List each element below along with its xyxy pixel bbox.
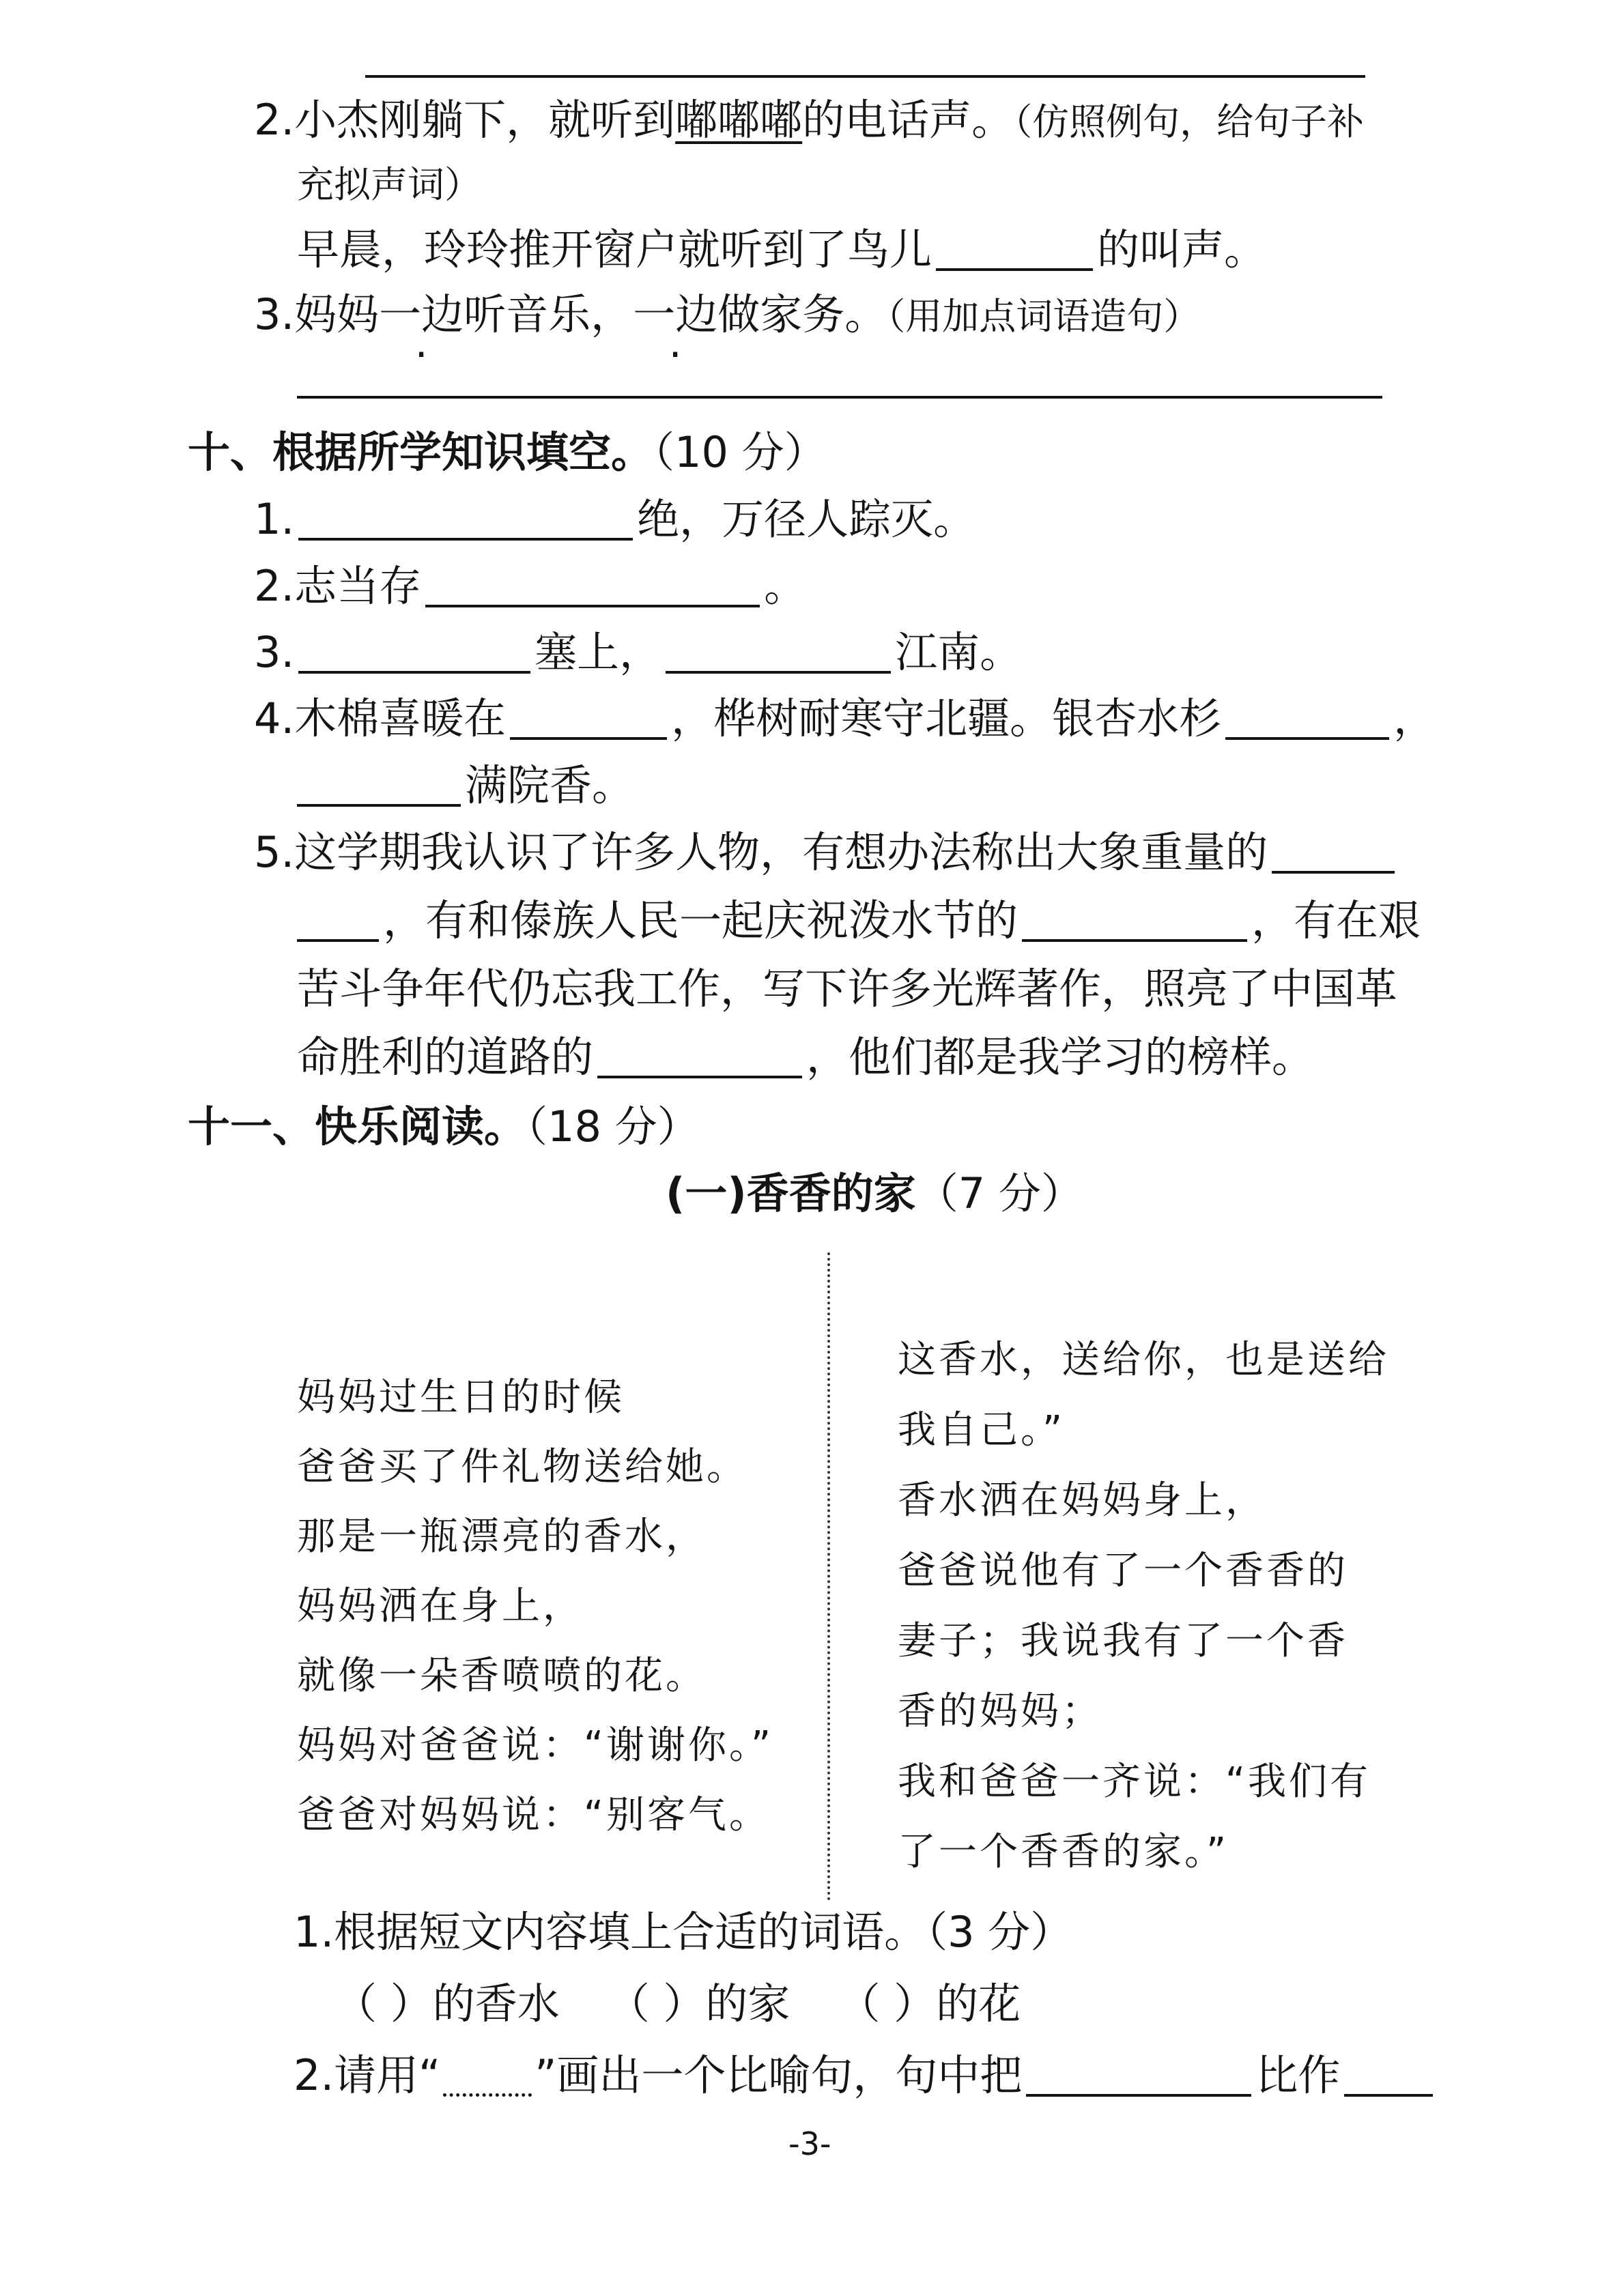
poem-line: 妈妈洒在身上， <box>297 1584 584 1628</box>
section-title: 十一、快乐阅读。 <box>188 1102 527 1151</box>
item-text: ，有在艰 <box>1251 895 1421 945</box>
item-text: ， <box>1393 693 1436 743</box>
answer-blank[interactable] <box>298 498 633 541</box>
dotted-word: 一边 <box>633 289 718 339</box>
item-text: 命胜利的道路的 <box>297 1032 594 1082</box>
page-number: -3- <box>788 2125 831 2162</box>
poem-line: 妈妈过生日的时候 <box>297 1375 625 1420</box>
poem-line: 香水洒在妈妈身上， <box>898 1478 1266 1523</box>
answer-blank[interactable] <box>1272 831 1395 874</box>
answer-blank[interactable] <box>1026 2054 1251 2097</box>
s11-q2 <box>294 2050 1437 2100</box>
s10-item3 <box>254 627 1023 677</box>
s10-item4-line2 <box>297 760 635 810</box>
answer-blank[interactable] <box>666 631 891 674</box>
poem-line: 爸爸说他有了一个香香的 <box>898 1549 1348 1593</box>
q9-item3 <box>254 289 1201 339</box>
item-text: 江南。 <box>895 627 1023 677</box>
q9-item2-instruction-cont: 充拟声词） <box>297 163 481 206</box>
q9-item3-text: 听音乐， <box>464 289 633 339</box>
poem-line: 香的妈妈； <box>898 1689 1102 1734</box>
answer-blank[interactable] <box>1344 2054 1433 2097</box>
poem-line: 这香水，送给你，也是送给 <box>898 1338 1389 1382</box>
s10-item1 <box>254 494 976 544</box>
answer-blank[interactable] <box>510 698 667 740</box>
dotted-word: 一边 <box>379 289 464 339</box>
item-text: 塞上， <box>535 627 662 677</box>
q9-item2-example <box>297 225 1267 274</box>
poem-line: 就像一朵香喷喷的花。 <box>297 1654 707 1698</box>
passage-title-text: (一)香香的家 <box>666 1168 916 1218</box>
poem-line: 爸爸对妈妈说：“别客气。 <box>297 1793 771 1837</box>
s11-q1: 1.根据短文内容填上合适的词语。（3 分） <box>294 1907 1073 1957</box>
poem-line: 那是一瓶漂亮的香水， <box>297 1515 707 1559</box>
answer-blank[interactable] <box>297 900 379 942</box>
q9-item2-instruction: （仿照例句，给句子补 <box>1014 100 1365 143</box>
passage-score: （7 分） <box>915 1168 1083 1218</box>
poem-line: 了一个香香的家。” <box>898 1830 1229 1874</box>
item-text: ”画出一个比喻句，句中把 <box>535 2050 1023 2100</box>
item-text: ，桦树耐寒守北疆。银杏水杉 <box>671 693 1222 743</box>
s11-q1-blanks <box>334 1979 1021 2028</box>
section-score: （18 分） <box>526 1102 700 1151</box>
passage-title <box>666 1168 1083 1218</box>
item-text: 满院香。 <box>465 760 635 810</box>
answer-blank[interactable] <box>425 565 760 607</box>
section-11-title <box>188 1102 700 1151</box>
q9-item2-onomatopoeia: 嘟嘟嘟 <box>675 95 803 145</box>
s10-item5-line3: 苦斗争年代仍忘我工作，写下许多光辉著作，照亮了中国革 <box>297 964 1398 1014</box>
item-number: 1. <box>254 494 295 544</box>
item-text: 4.木棉喜暖在 <box>254 693 507 743</box>
item-text: 。 <box>764 561 807 611</box>
answer-paren[interactable]: （ ）的家 <box>607 1979 790 2028</box>
q9-item2-example-pre: 早晨，玲玲推开窗户就听到了鸟儿 <box>297 225 932 274</box>
s10-item5-line1 <box>254 827 1399 877</box>
s10-item2 <box>254 561 807 611</box>
column-divider <box>827 1252 830 1901</box>
poem-line: 我和爸爸一齐说：“我们有 <box>898 1760 1371 1804</box>
poem-line: 妻子；我说我有了一个香 <box>898 1619 1348 1663</box>
q9-item2-example-post: 的叫声。 <box>1097 225 1267 274</box>
answer-blank[interactable] <box>1022 900 1247 942</box>
answer-blank[interactable] <box>936 229 1093 271</box>
q9-item3-instruction: （用加点词语造句） <box>887 295 1201 338</box>
poem-line: 妈妈对爸爸说：“谢谢你。” <box>297 1723 774 1768</box>
item-text: 5.这学期我认识了许多人物，有想办法称出大象重量的 <box>254 827 1268 877</box>
section-title: 十、根据所学知识填空。 <box>188 427 654 477</box>
answer-line[interactable] <box>297 396 1382 399</box>
q9-item3-text: 做家务。 <box>717 289 887 339</box>
section-10-title <box>188 427 827 477</box>
poem-line: 爸爸买了件礼物送给她。 <box>297 1445 747 1489</box>
item-text: ，他们都是我学习的榜样。 <box>806 1032 1315 1082</box>
item-text: ，有和傣族人民一起庆祝泼水节的 <box>383 895 1018 945</box>
answer-blank[interactable] <box>597 1036 802 1078</box>
s10-item4-line1 <box>254 693 1436 743</box>
q9-item2-pre: 2.小杰刚躺下，就听到 <box>254 95 676 145</box>
answer-blank[interactable] <box>297 764 461 807</box>
item-text: 2.志当存 <box>254 561 422 611</box>
wavy-line-icon <box>443 2080 532 2097</box>
s10-item5-line2 <box>297 895 1421 945</box>
s10-item5-line4 <box>297 1032 1315 1082</box>
item-number: 3. <box>254 627 295 677</box>
section-score: （10 分） <box>653 427 827 477</box>
answer-blank[interactable] <box>298 631 530 674</box>
poem-line: 我自己。” <box>898 1408 1066 1452</box>
answer-paren[interactable]: （ ）的花 <box>838 1979 1021 2028</box>
q9-item2-post: 的电话声。 <box>802 95 1014 145</box>
item-text: 2.请用“ <box>294 2050 441 2100</box>
q9-item3-text: 3.妈妈 <box>254 289 380 339</box>
answer-paren[interactable]: （ ）的香水 <box>334 1979 560 2028</box>
item-text: 比作 <box>1255 2050 1341 2100</box>
item-text: 绝，万径人踪灭。 <box>637 494 976 544</box>
q9-item2-line1 <box>254 95 1365 145</box>
answer-line <box>365 75 1365 78</box>
answer-blank[interactable] <box>1225 698 1389 740</box>
